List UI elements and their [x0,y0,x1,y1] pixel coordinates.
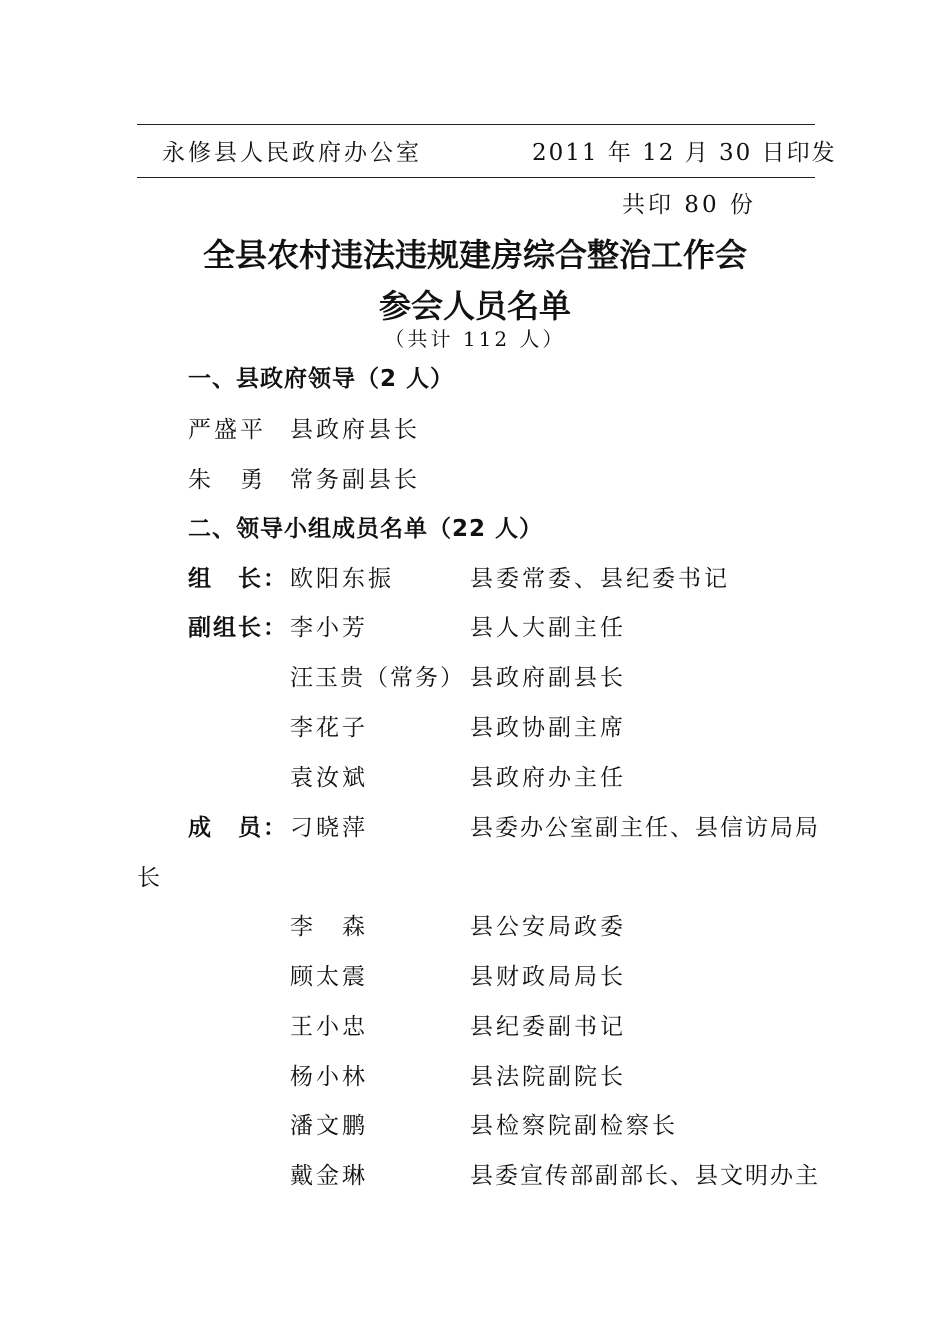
attendee-total: （共计 112 人） [384,327,566,351]
member-name: 戴金琳 [290,1163,368,1189]
section1-member-position: 常务副县长 [290,467,420,493]
deputy-name: 汪玉贵（常务） [290,665,465,691]
section1-member-name: 严盛平 [188,417,266,443]
member-name: 王小忠 [290,1014,368,1040]
leader-role-label: 组 长： [188,566,288,592]
member-position: 县委宣传部副部长、县文明办主 [470,1163,820,1189]
member-position: 县财政局局长 [470,964,626,990]
member-name: 刁晓萍 [290,815,368,841]
section1-member-name: 朱 勇 [188,467,266,493]
header-top-rule [137,124,815,125]
deputy-position: 县政府副县长 [470,665,626,691]
copies-text: 共印 80 份 [622,192,756,218]
member-position: 县委办公室副主任、县信访局局 [470,815,820,841]
section2-heading: 二、领导小组成员名单（22 人） [188,516,544,542]
leader-position: 县委常委、县纪委书记 [470,566,730,592]
member-position: 县纪委副书记 [470,1014,626,1040]
deputy-name: 袁汝斌 [290,765,368,791]
member-position: 县法院副院长 [470,1064,626,1090]
deputy-position: 县人大副主任 [470,615,626,641]
issuer-text: 永修县人民政府办公室 [162,140,422,166]
deputy-role-label: 副组长： [188,615,288,641]
leader-name: 欧阳东振 [290,566,394,592]
document-title-line2: 参会人员名单 [378,287,571,325]
deputy-position: 县政府办主任 [470,765,626,791]
member-position: 县检察院副检察长 [470,1113,678,1139]
section1-heading: 一、县政府领导（2 人） [188,366,455,392]
member-name: 顾太震 [290,964,368,990]
section1-member-position: 县政府县长 [290,417,420,443]
issue-date-text: 2011 年 12 月 30 日印发 [532,140,837,166]
header-bottom-rule [137,177,815,178]
member-name: 杨小林 [290,1064,368,1090]
member-position-continuation: 长 [137,865,163,891]
deputy-name: 李花子 [290,715,368,741]
member-name: 潘文鹏 [290,1113,368,1139]
member-role-label: 成 员： [188,815,288,841]
document-title-line1: 全县农村违法违规建房综合整治工作会 [202,236,747,274]
deputy-position: 县政协副主席 [470,715,626,741]
member-name: 李 森 [290,914,368,940]
deputy-name: 李小芳 [290,615,368,641]
member-position: 县公安局政委 [470,914,626,940]
